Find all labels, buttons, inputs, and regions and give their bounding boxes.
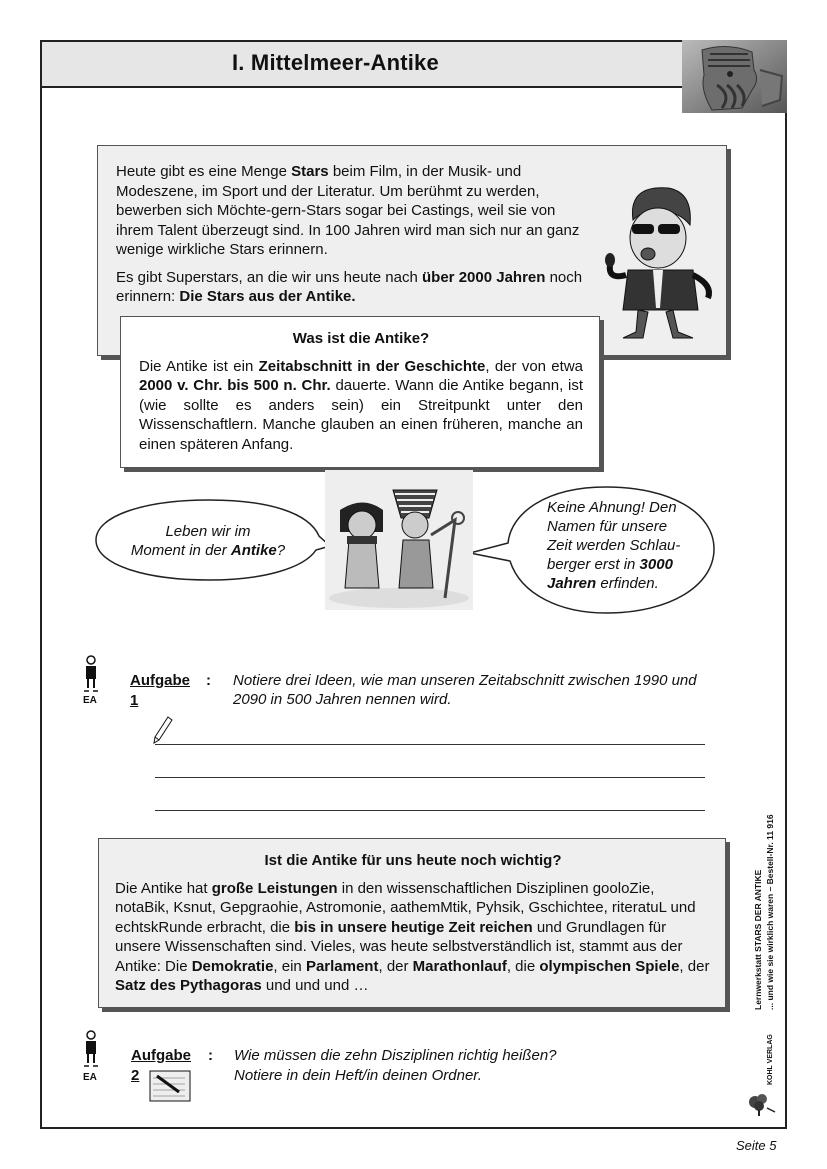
importance-box bbox=[98, 838, 726, 1008]
student-figure-icon-2 bbox=[83, 1030, 99, 1068]
task-2-text-line-1: Wie müssen die zehn Disziplinen richtig heißen? bbox=[234, 1047, 557, 1064]
notebook-writing-icon bbox=[149, 1070, 191, 1102]
egyptian-figures-illustration bbox=[325, 470, 473, 610]
chapter-header bbox=[40, 40, 787, 88]
publisher-name: KOHL VERLAG bbox=[767, 1034, 774, 1085]
task-2-label: Aufgabe 2 bbox=[131, 1047, 191, 1084]
speech-bubble-left-text: Leben wir im Moment in der Antike? bbox=[130, 523, 286, 559]
sidebar-subtitle-order-number: ... und wie sie wirklich waren – Bestell-Nr. 11 916 bbox=[765, 814, 775, 1010]
task-2-text-line-2: Notiere in dein Heft/in deinen Ordner. bbox=[234, 1067, 482, 1084]
task-1-colon: : bbox=[206, 672, 211, 689]
answer-line-1[interactable] bbox=[155, 744, 705, 745]
answer-line-3[interactable] bbox=[155, 810, 705, 811]
publisher-logo-icon bbox=[745, 1092, 775, 1116]
einzelarbeit-label: EA bbox=[83, 695, 97, 706]
task-1-label: Aufgabe 1 bbox=[130, 672, 190, 709]
task-2-colon: : bbox=[208, 1047, 213, 1064]
rockstar-illustration bbox=[598, 180, 718, 345]
task-1-text-line-2: 2090 in 500 Jahren nennen wird. bbox=[233, 691, 452, 708]
intro-paragraph-2: Es gibt Superstars, an die wir uns heute nach über 2000 Jahren noch erinnern: Die Stars aus der Antike. bbox=[116, 268, 583, 305]
what-is-antiquity-text: Die Antike ist ein Zeitabschnitt in der Geschichte, der von etwa 2000 v. Chr. bis 500 n. Chr. dauerte. Wann die Antike begann, ist (wie sollte es anders sein) ein Streitpunkt unter den Wissenschaftlern. Manche glauben an einen früheren, manche an einen späteren Anfang. bbox=[139, 357, 583, 453]
intro-paragraph-1: Heute gibt es eine Menge Stars beim Film, in der Musik- und Modeszene, im Sport und der Literatur. Um berühmt zu werden, bewerben sich Möchte-gern-Stars sogar bei Castings, weil sie von ihrem Talent überzeugt sind. In 100 Jahren wird man sich nur an ganz wenige wirkliche Stars erinnern. bbox=[116, 163, 580, 258]
importance-text: Die Antike hat große Leistungen in den wissenschaftlichen Disziplinen gooloZie, notaBik, Ksnut, Gepgraohie, Astromonie, aathemMtik, Pyhsik, Gschichtee, riteratuL und echtskRunde erbracht, die bis in unsere heutige Zeit reichen und Grundlagen für unsere Wissenschaften sind. Vieles, was heute selbstverständlich ist, stammt aus der Antike: Die Demokratie, ein Parlament, der Marathonlauf, die olympischen Spiele, der Satz des Pythagoras und und und … bbox=[115, 879, 710, 994]
sidebar-series-title: Lernwerkstatt STARS DER ANTIKE bbox=[753, 869, 763, 1010]
speech-bubble-right-text: Keine Ahnung! Den Namen für unsere Zeit werden Schlau- berger erst in 3000 Jahren erfinden. bbox=[547, 499, 681, 592]
assyrian-relief-image bbox=[682, 40, 787, 113]
student-figure-icon bbox=[83, 655, 99, 693]
what-is-antiquity-box bbox=[120, 316, 600, 468]
what-is-antiquity-title: Was ist die Antike? bbox=[292, 330, 430, 347]
task-1-text-line-1: Notiere drei Ideen, wie man unseren Zeitabschnitt zwischen 1990 und bbox=[233, 672, 697, 689]
importance-title: Ist die Antike für uns heute noch wichtig? bbox=[264, 852, 562, 869]
page-number: Seite 5 bbox=[736, 1138, 777, 1153]
chapter-title: I. Mittelmeer-Antike bbox=[232, 50, 439, 75]
einzelarbeit-label-2: EA bbox=[83, 1072, 97, 1083]
pencil-icon bbox=[153, 716, 173, 744]
answer-line-2[interactable] bbox=[155, 777, 705, 778]
